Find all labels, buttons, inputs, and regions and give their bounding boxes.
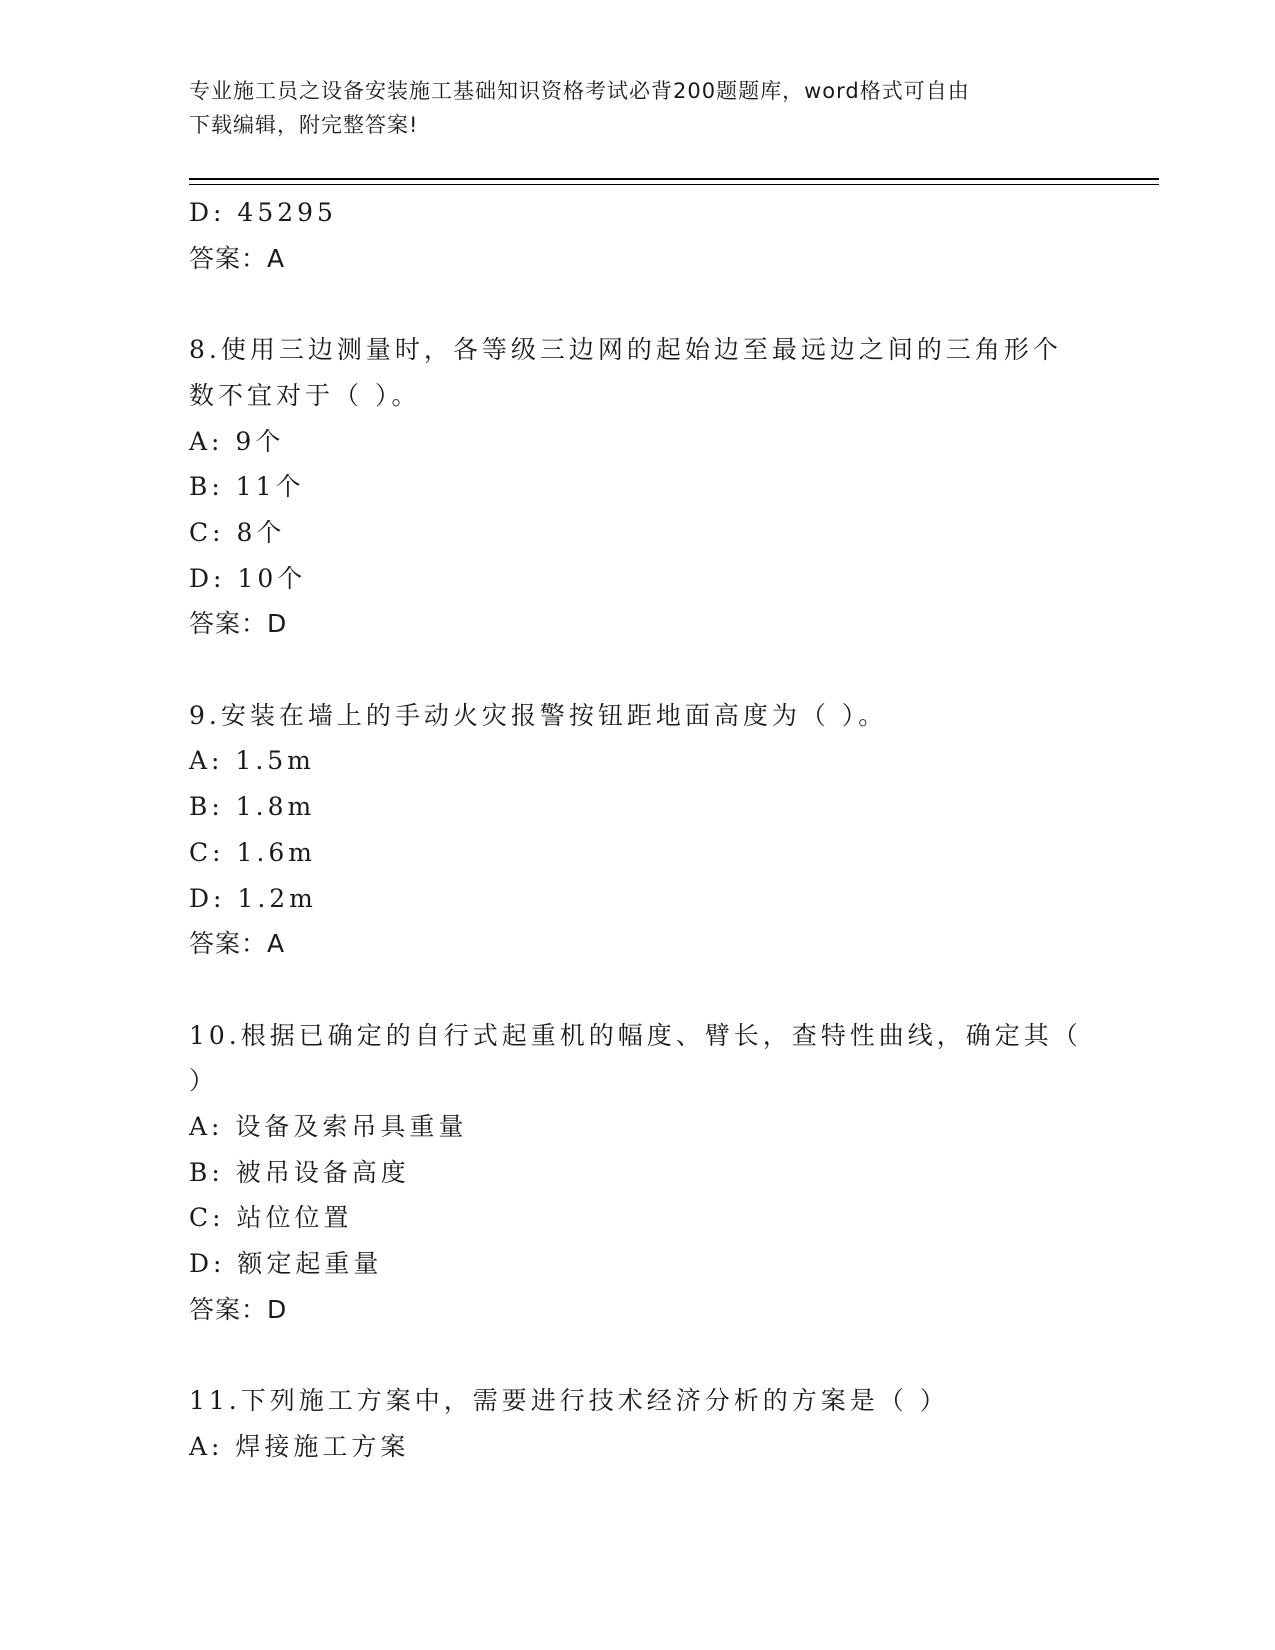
- option-c: C: 1.6m: [189, 837, 316, 867]
- option-d: D: 额定起重量: [189, 1249, 383, 1279]
- spacer: [189, 967, 1109, 1013]
- answer-line: 答案：A: [189, 929, 286, 959]
- question-stem-continued: ）: [189, 1066, 219, 1096]
- option-c: C: 站位位置: [189, 1203, 353, 1233]
- answer-line: 答案：D: [189, 1294, 288, 1324]
- option-b: B: 11个: [189, 472, 305, 502]
- answer-line: 答案：A: [189, 243, 286, 273]
- question-block-10: [189, 1013, 1109, 1333]
- option-b: B: 1.8m: [189, 792, 316, 822]
- question-stem: 10.根据已确定的自行式起重机的幅度、臂长，查特性曲线，确定其（: [189, 1020, 1082, 1050]
- spacer: [189, 647, 1109, 693]
- option-b: B: 被吊设备高度: [189, 1157, 410, 1187]
- header-divider-thin: [189, 184, 1159, 185]
- answer-line: 答案：D: [189, 609, 288, 639]
- option-a: A: 9个: [189, 426, 285, 456]
- option-a: A: 1.5m: [189, 746, 315, 776]
- question-stem: 8.使用三边测量时，各等级三边网的起始边至最远边之间的三角形个: [189, 335, 1062, 365]
- option-d: D: 10个: [189, 563, 307, 593]
- document-header: [189, 74, 1069, 142]
- question-block-9: [189, 693, 1109, 967]
- spacer: [189, 281, 1109, 327]
- option-c: C: 8个: [189, 517, 286, 547]
- option-d: D: 1.2m: [189, 883, 317, 913]
- option-a: A: 设备及索吊具重量: [189, 1112, 468, 1142]
- option-a: A: 焊接施工方案: [189, 1431, 410, 1461]
- header-title-line-2: 下载编辑，附完整答案!: [189, 113, 419, 137]
- question-block-7: [189, 190, 1109, 281]
- question-stem: 11.下列施工方案中，需要进行技术经济分析的方案是（ ）: [189, 1386, 949, 1416]
- question-block-8: [189, 327, 1109, 647]
- header-divider-thick: [189, 178, 1159, 180]
- question-stem: 9.安装在墙上的手动火灾报警按钮距地面高度为（ ）。: [189, 700, 888, 730]
- option-d: D: 45295: [189, 198, 337, 227]
- question-list: [189, 190, 1109, 1470]
- question-stem-continued: 数不宜对于（ ）。: [189, 380, 421, 410]
- question-block-11: [189, 1378, 1109, 1469]
- spacer: [189, 1333, 1109, 1379]
- header-title-line-1: 专业施工员之设备安装施工基础知识资格考试必背200题题库，word格式可自由: [189, 79, 970, 103]
